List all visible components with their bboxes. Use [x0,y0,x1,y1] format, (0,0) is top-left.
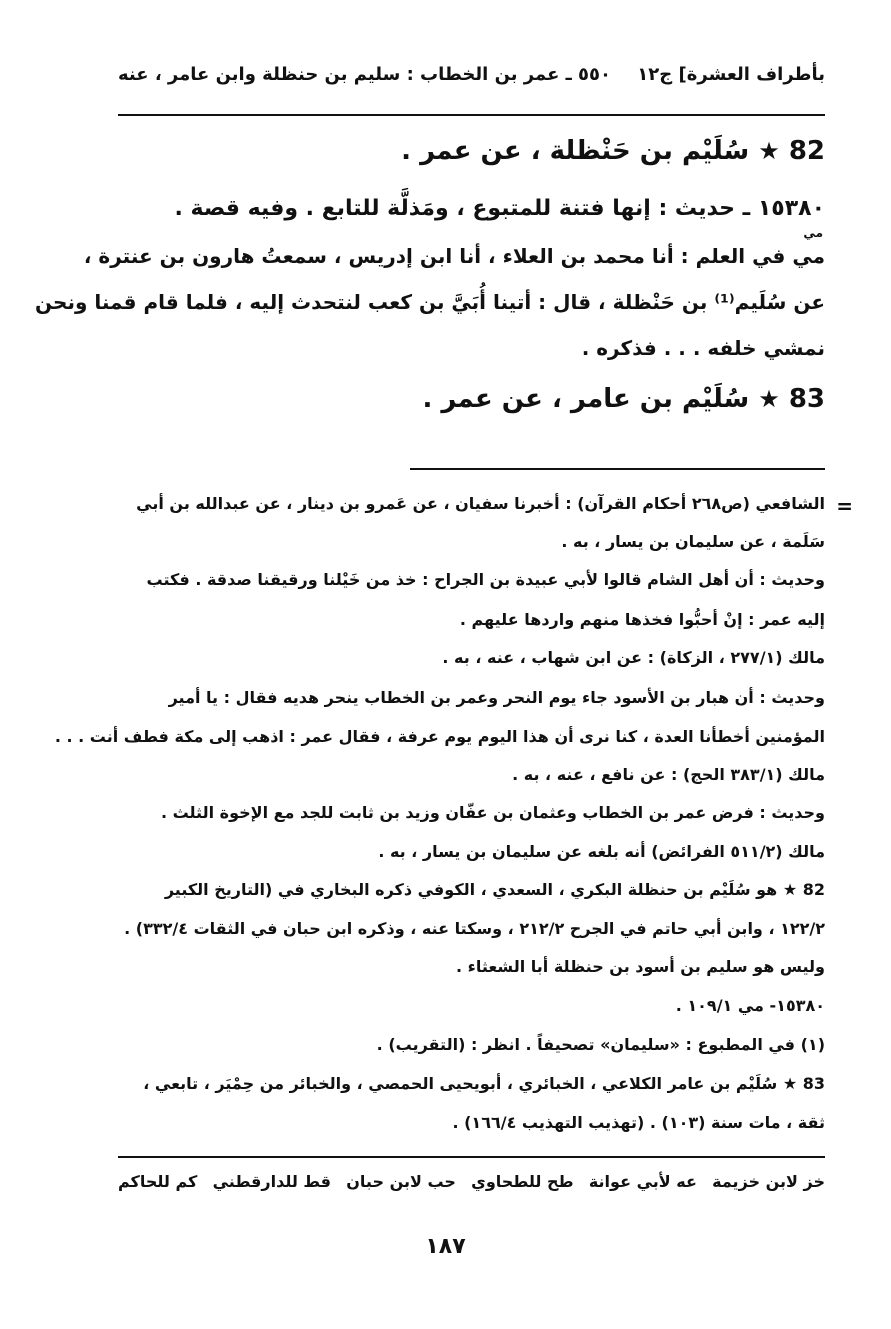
header-left: ٥٥٠ ـ عمر بن الخطاب : سليم بن حنظلة وابن عامر ، عنه [118,64,612,85]
hadith-line: مي في العلم : أنا محمد بن العلاء ، أنا ابن إدريس ، سمعتُ هارون بن عنترة ، [83,244,825,268]
footnote-line: الشافعي (ص٢٦٨ أحكام القرآن) : أخبرنا سفيان ، عن عَمرو بن دينار ، عن عبدالله بن أبي [136,494,825,513]
hadith-line: نمشي خلفه . . . فذكره . [581,336,825,360]
entry-number: 83 [788,384,825,414]
footnote-line: 83 ★ سُلَيْم بن عامر الكلاعي ، الخبائري ، أبويحيى الحمصي ، والخبائر من حِمْيَر ، تابعي ، [143,1074,825,1093]
footnote-line: (١) في المطبوع : «سليمان» تصحيفاً . انظر : (التقريب) . [376,1035,825,1054]
abbreviation-item: قط للدارقطني [212,1172,332,1191]
bottom-rule [118,1156,825,1158]
side-mark: مي [803,226,823,240]
header-right: بأطراف العشرة] ج١٢ [637,64,825,85]
entry-83-title [118,384,825,414]
entry-text: سُلَيْم بن عامر ، عن عمر . [422,384,750,414]
footnote-line: ١٢٢/٢ ، وابن أبي حاتم في الجرح ٢١٢/٢ ، وسكتا عنه ، وذكره ابن حبان في الثقات ٣٣٢/٤) . [124,919,825,938]
star-icon: ★ [758,385,780,413]
abbreviation-item: طح للطحاوي [471,1172,574,1191]
abbreviation-item: كم للحاكم [118,1172,198,1191]
footnote-line: وحديث : أن أهل الشام قالوا لأبي عبيدة بن الجراح : خذ من خَيْلنا ورقيقنا صدقة . فكتب [146,570,825,589]
entry-82-title [118,136,825,166]
abbreviation-key [118,1172,825,1191]
footnote-line: ١٥٣٨٠- مي ١٠٩/١ . [675,996,825,1015]
abbreviation-item: خز لابن خزيمة [712,1172,825,1191]
entry-number: 82 [788,136,825,166]
entry-text: سُلَيْم بن حَنْظلة ، عن عمر . [401,136,750,166]
running-header [118,64,825,85]
footnote-rule [410,468,825,470]
footnote-line: 82 ★ هو سُلَيْم بن حنظلة البكري ، السعدي ، الكوفي ذكره البخاري في (التاريخ الكبير [164,880,825,899]
abbreviation-item: عه لأبي عوانة [588,1172,697,1191]
footnote-line: مالك (٢٧٧/١ ، الزكاة) : عن ابن شهاب ، عنه ، به . [442,648,825,667]
footnote-line: وحديث : فرض عمر بن الخطاب وعثمان بن عفّان وزيد بن ثابت للجد مع الإخوة الثلث . [160,803,825,822]
continuation-mark: = [836,494,853,518]
footnote-line: سَلَمة ، عن سليمان بن يسار ، به . [561,532,825,551]
page-number: ١٨٧ [425,1234,466,1259]
footnote-line: وحديث : أن هبار بن الأسود جاء يوم النحر وعمر بن الخطاب ينحر هديه فقال : يا أمير [168,688,825,707]
abbreviation-item: حب لابن حبان [346,1172,456,1191]
star-icon: ★ [758,137,780,165]
footnote-line: ثقة ، مات سنة (١٠٣) . (تهذيب التهذيب ١٦٦/٤) . [452,1113,825,1132]
footnote-line: إليه عمر : إنْ أحبُّوا فخذها منهم واردها عليهم . [459,610,825,629]
footnote-line: المؤمنين أخطأنا العدة ، كنا نرى أن هذا اليوم يوم عرفة ، فقال عمر : اذهب إلى مكة فطف أنت . . . [54,727,825,746]
footnote-line: مالك (٥١١/٢ الفرائض) أنه بلغه عن سليمان بن يسار ، به . [378,842,825,861]
footnote-line: مالك (٣٨٣/١ الحج) : عن نافع ، عنه ، به . [512,765,825,784]
footnote-line: وليس هو سليم بن أسود بن حنظلة أبا الشعثاء . [456,957,825,976]
header-rule [118,114,825,116]
hadith-line: عن سُلَيم⁽¹⁾ بن حَنْظلة ، قال : أتينا أُبَيَّ بن كعب لنتحدث إليه ، فلما قام قمنا ونحن [35,290,825,314]
hadith-heading: ١٥٣٨٠ ـ حديث : إنها فتنة للمتبوع ، ومَذلَّة للتابع . وفيه قصة . [174,196,825,221]
